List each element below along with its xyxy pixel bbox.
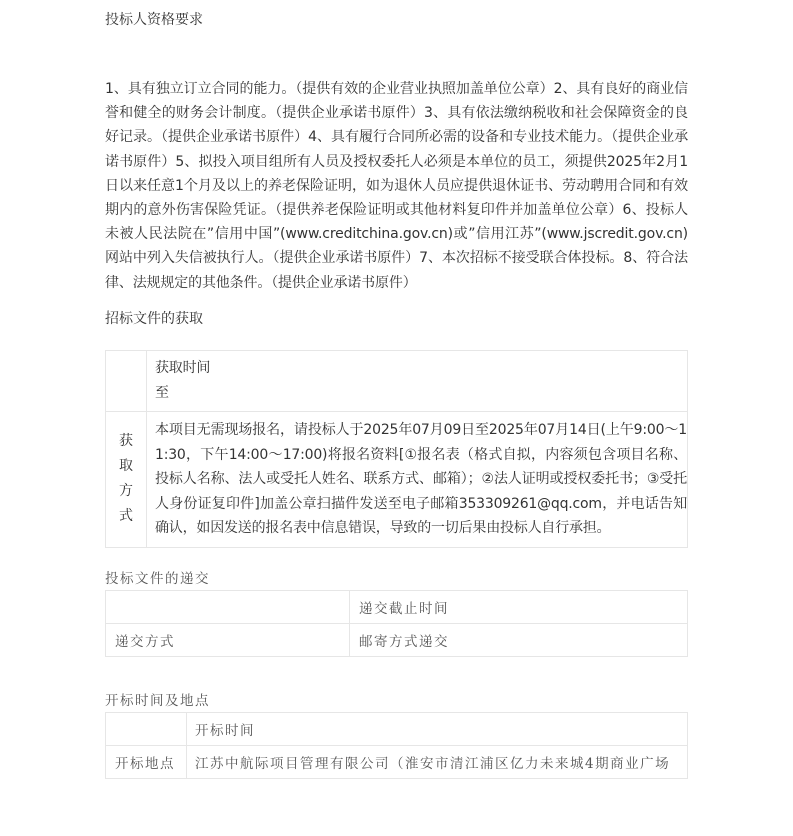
acquisition-time-to: 至 xyxy=(155,384,169,401)
opening-table xyxy=(105,712,688,779)
table-row xyxy=(106,591,688,624)
label-char: 方 xyxy=(119,483,133,500)
submission-label-cell xyxy=(106,591,350,624)
table-row xyxy=(106,746,688,779)
label-char: 取 xyxy=(119,458,133,475)
submission-method-label: 递交方式 xyxy=(106,624,350,657)
table-row xyxy=(106,351,688,412)
section-title-bid-submission: 投标文件的递交 xyxy=(105,571,210,587)
acquisition-method-label-cell xyxy=(106,412,147,548)
opening-location-label: 开标地点 xyxy=(106,746,187,779)
section-title-document-acquisition: 招标文件的获取 xyxy=(105,311,203,327)
acquisition-time-label-cell xyxy=(106,351,147,412)
document-content xyxy=(105,0,688,836)
table-row xyxy=(106,412,688,548)
submission-table xyxy=(105,590,688,657)
section-title-bidder-qualifications: 投标人资格要求 xyxy=(105,12,203,28)
opening-time-cell: 开标时间 xyxy=(187,713,688,746)
acquisition-time-cell xyxy=(147,351,688,412)
qualifications-paragraph: 1、具有独立订立合同的能力。（提供有效的企业营业执照加盖单位公章）2、具有良好的商业信誉和健全的财务会计制度。（提供企业承诺书原件）3、具有依法缴纳税收和社会保障资金的良好记录。（提供企业承诺书原件）4、具有履行合同所必需的设备和专业技术能力。（提供企业承诺书原件）5、拟投入项目组所有人员及授权委托人必须是本单位的员工，须提供2025年2月1日以来任意1个月及以上的养老保险证明，如为退休人员应提供退休证书、劳动聘用合同和有效期内的意外伤害保险凭证。（提供养老保险证明或其他材料复印件并加盖单位公章）6、投标人未被人民法院在”信用中国”(www.creditchina.gov.cn)或”信用江苏”(www.jscredit.gov.cn)网站中列入失信被执行人。（提供企业承诺书原件）7、本次招标不接受联合体投标。8、符合法律、法规规定的其他条件。（提供企业承诺书原件） xyxy=(105,81,688,291)
opening-time-label-cell xyxy=(106,713,187,746)
label-char: 式 xyxy=(119,508,133,525)
acquisition-time-label: 获取时间 xyxy=(155,360,211,376)
acquisition-table xyxy=(105,350,688,548)
acquisition-method-value: 本项目无需现场报名，请投标人于2025年07月09日至2025年07月14日(上午9:00～11:30，下午14:00～17:00)将报名资料[①报名表（格式自拟，内容须包含项目名称、投标人名称、法人或受托人姓名、联系方式、邮箱）；②法人证明或授权委托书；③受托人身份证复印件]加盖公章扫描件发送至电子邮箱353309261@qq.com，并电话告知确认，如因发送的报名表中信息错误，导致的一切后果由投标人自行承担。 xyxy=(147,412,688,548)
submission-method-value: 邮寄方式递交 xyxy=(350,624,688,657)
submission-deadline-cell: 递交截止时间 xyxy=(350,591,688,624)
table-row xyxy=(106,624,688,657)
opening-location-value: 江苏中航际项目管理有限公司（淮安市清江浦区亿力未来城4期商业广场 xyxy=(187,746,688,779)
table-row xyxy=(106,713,688,746)
section-title-opening-time-location: 开标时间及地点 xyxy=(105,693,210,709)
label-char: 获 xyxy=(119,433,133,450)
